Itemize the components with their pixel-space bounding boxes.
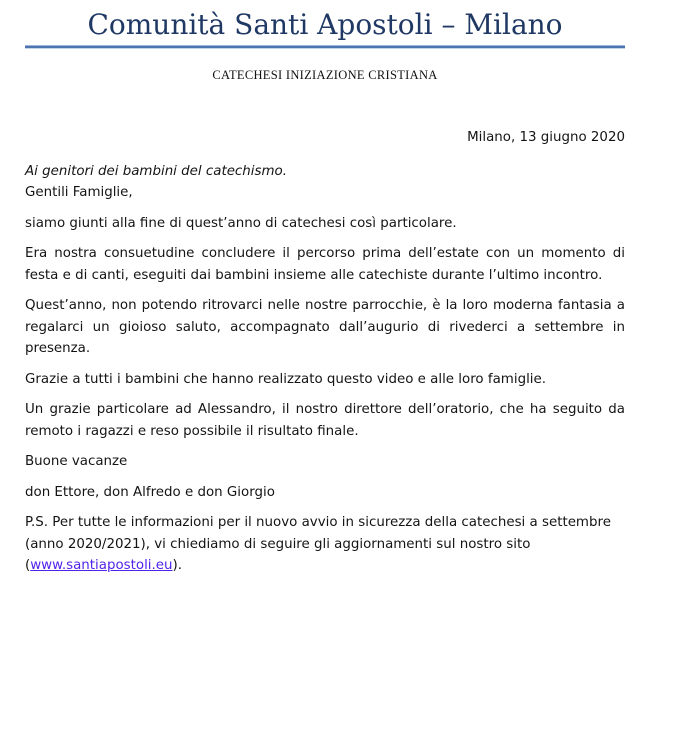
recipient-line: Ai genitori dei bambini del catechismo. — [25, 163, 287, 179]
document-subtitle: CATECHESI INIZIAZIONE CRISTIANA — [212, 68, 438, 82]
ps-paragraph — [25, 512, 625, 577]
page-title: Comunità Santi Apostoli – Milano — [87, 8, 563, 41]
ps-text-after-link: ). — [172, 558, 182, 573]
dateline: Milano, 13 giugno 2020 — [467, 130, 625, 145]
ps-text-before-link: P.S. Per tutte le informazioni per il nuovo avvio in sicurezza della catechesi a settembre (anno 2020/2021), vi chiediamo di seguire gli aggiornamenti sul nostro sito ( — [25, 515, 611, 573]
website-link[interactable]: www.santiapostoli.eu — [30, 558, 173, 573]
paragraph-intro: siamo giunti alla fine di quest’anno di catechesi così particolare. — [25, 215, 457, 231]
title-underline-rule — [25, 45, 625, 49]
paragraph-thanks-alessandro: Un grazie particolare ad Alessandro, il nostro direttore dell’oratorio, che ha seguito da remoto i ragazzi e reso possibile il risultato finale. — [25, 402, 625, 439]
closing-line: Buone vacanze — [25, 454, 128, 469]
paragraph-thanks-children: Grazie a tutti i bambini che hanno realizzato questo video e alle loro famiglie. — [25, 371, 546, 387]
paragraph-tradition: Era nostra consuetudine concludere il percorso prima dell’estate con un momento di festa e di canti, eseguiti dai bambini insieme alle catechiste durante l’ultimo incontro. — [25, 246, 625, 283]
salutation: Gentili Famiglie, — [25, 185, 133, 200]
paragraph-this-year: Quest’anno, non potendo ritrovarci nelle nostre parrocchie, è la loro moderna fantasia a regalarci un gioioso saluto, accompagnato dall’augurio di rivederci a settembre in presenza. — [25, 298, 625, 356]
signature-line: don Ettore, don Alfredo e don Giorgio — [25, 484, 275, 500]
